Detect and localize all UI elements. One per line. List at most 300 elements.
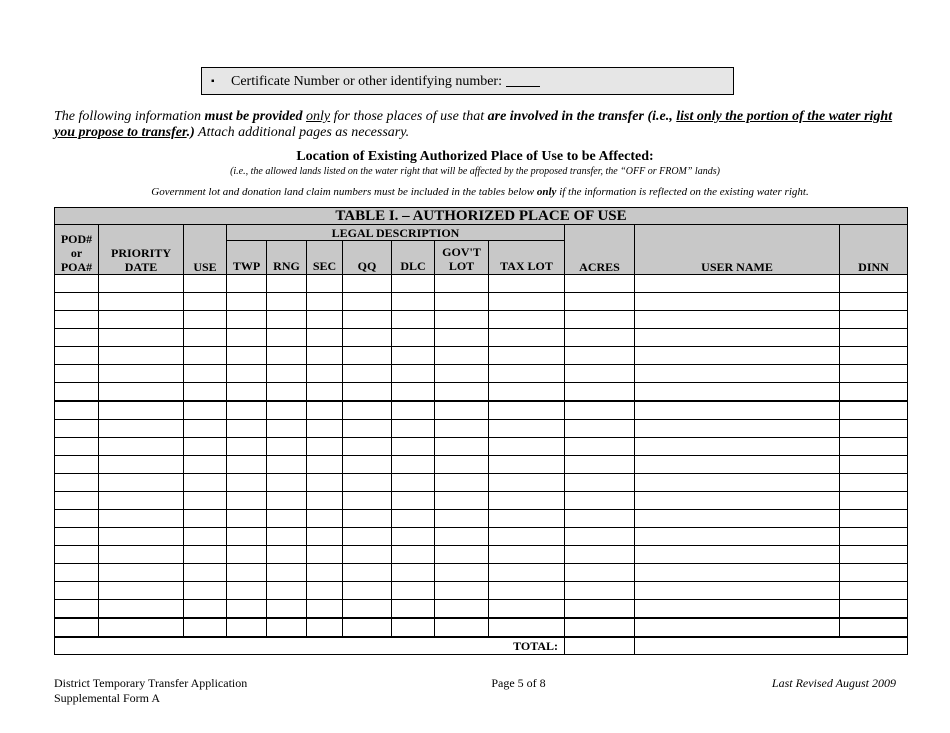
table-cell[interactable]	[565, 347, 635, 365]
table-cell[interactable]	[435, 365, 489, 383]
table-cell[interactable]	[227, 347, 267, 365]
table-cell[interactable]	[343, 618, 392, 637]
table-cell[interactable]	[307, 492, 343, 510]
table-cell[interactable]	[635, 618, 840, 637]
table-cell[interactable]	[55, 347, 99, 365]
table-cell[interactable]	[840, 365, 908, 383]
table-cell[interactable]	[267, 275, 307, 293]
table-cell[interactable]	[99, 329, 184, 347]
col-acres-header: ACRES	[565, 225, 635, 275]
table-cell[interactable]	[267, 510, 307, 528]
table-cell[interactable]	[99, 347, 184, 365]
table-cell[interactable]	[343, 365, 392, 383]
table-cell[interactable]	[840, 347, 908, 365]
table-cell[interactable]	[227, 383, 267, 402]
table-row	[55, 582, 908, 600]
table-cell[interactable]	[635, 311, 840, 329]
table-cell[interactable]	[307, 528, 343, 546]
table-cell[interactable]	[99, 564, 184, 582]
table-cell[interactable]	[435, 311, 489, 329]
table-cell[interactable]	[227, 438, 267, 456]
table-cell[interactable]	[635, 275, 840, 293]
table-cell[interactable]	[267, 546, 307, 564]
table-cell[interactable]	[184, 401, 227, 420]
table-cell[interactable]	[99, 420, 184, 438]
table-cell[interactable]	[435, 546, 489, 564]
table-cell[interactable]	[99, 600, 184, 619]
table-cell[interactable]	[635, 293, 840, 311]
table-cell[interactable]	[227, 492, 267, 510]
table-cell[interactable]	[489, 275, 565, 293]
table-cell[interactable]	[635, 383, 840, 402]
table-cell[interactable]	[565, 293, 635, 311]
table-cell[interactable]	[392, 311, 435, 329]
table-cell[interactable]	[343, 275, 392, 293]
table-cell[interactable]	[184, 456, 227, 474]
table-cell[interactable]	[267, 293, 307, 311]
table-row	[55, 600, 908, 619]
table-cell[interactable]	[307, 401, 343, 420]
table-cell[interactable]	[635, 564, 840, 582]
table-row	[55, 293, 908, 311]
table-cell[interactable]	[635, 456, 840, 474]
table-cell[interactable]	[489, 492, 565, 510]
table-cell[interactable]	[99, 275, 184, 293]
table-cell[interactable]	[840, 564, 908, 582]
table-cell[interactable]	[227, 564, 267, 582]
table-cell[interactable]	[565, 474, 635, 492]
table-cell[interactable]	[307, 438, 343, 456]
table-cell[interactable]	[184, 365, 227, 383]
table-cell[interactable]	[55, 618, 99, 637]
table-cell[interactable]	[565, 546, 635, 564]
table-cell[interactable]	[489, 528, 565, 546]
table-cell[interactable]	[635, 528, 840, 546]
table-cell[interactable]	[307, 293, 343, 311]
table-cell[interactable]	[55, 456, 99, 474]
table-cell[interactable]	[635, 401, 840, 420]
table-cell[interactable]	[489, 582, 565, 600]
table-cell[interactable]	[227, 311, 267, 329]
table-cell[interactable]	[392, 401, 435, 420]
table-row	[55, 401, 908, 420]
table-cell[interactable]	[55, 492, 99, 510]
table-cell[interactable]	[489, 564, 565, 582]
table-cell[interactable]	[307, 474, 343, 492]
table-cell[interactable]	[489, 347, 565, 365]
table-cell[interactable]	[489, 510, 565, 528]
table-cell[interactable]	[840, 420, 908, 438]
col-sec-header: SEC	[307, 241, 343, 275]
table-cell[interactable]	[55, 365, 99, 383]
table-cell[interactable]	[392, 347, 435, 365]
table-cell[interactable]	[343, 582, 392, 600]
table-cell[interactable]	[343, 293, 392, 311]
table-cell[interactable]	[343, 401, 392, 420]
table-cell[interactable]	[55, 293, 99, 311]
table-cell[interactable]	[840, 474, 908, 492]
table-cell[interactable]	[565, 438, 635, 456]
col-dlc-header: DLC	[392, 241, 435, 275]
table-cell[interactable]	[635, 492, 840, 510]
table-cell[interactable]	[489, 474, 565, 492]
table-cell[interactable]	[840, 438, 908, 456]
table-cell[interactable]	[565, 456, 635, 474]
total-acres-cell[interactable]	[565, 637, 635, 655]
table-cell[interactable]	[635, 438, 840, 456]
certificate-number-field[interactable]	[506, 72, 540, 87]
col-pod-header: POD# or POA#	[55, 225, 99, 275]
table-cell[interactable]	[55, 564, 99, 582]
table-cell[interactable]	[55, 546, 99, 564]
table-cell[interactable]	[307, 564, 343, 582]
table-cell[interactable]	[343, 600, 392, 619]
table-cell[interactable]	[565, 329, 635, 347]
table-cell[interactable]	[99, 474, 184, 492]
total-row	[55, 637, 908, 655]
table-cell[interactable]	[635, 420, 840, 438]
table-cell[interactable]	[307, 347, 343, 365]
table-cell[interactable]	[99, 546, 184, 564]
table-cell[interactable]	[489, 546, 565, 564]
table-cell[interactable]	[227, 546, 267, 564]
bullet-icon: ▪	[211, 76, 215, 87]
table-cell[interactable]	[435, 420, 489, 438]
table-cell[interactable]	[489, 600, 565, 619]
table-cell[interactable]	[635, 474, 840, 492]
table-cell[interactable]	[307, 456, 343, 474]
table-cell[interactable]	[840, 293, 908, 311]
table-cell[interactable]	[343, 564, 392, 582]
table-cell[interactable]	[99, 492, 184, 510]
table-cell[interactable]	[840, 600, 908, 619]
table-cell[interactable]	[392, 365, 435, 383]
table-cell[interactable]	[227, 582, 267, 600]
table-cell[interactable]	[343, 438, 392, 456]
instructions-paragraph: The following information must be provided only for those places of use that are involved in the transfer (i.e., list only the portion of the water right you propose to transfer.) Attach additional pages as necessary.	[54, 109, 893, 140]
total-blank-cell	[635, 637, 908, 655]
table-cell[interactable]	[184, 383, 227, 402]
table-cell[interactable]	[307, 420, 343, 438]
col-tax-lot-header: TAX LOT	[489, 241, 565, 275]
table-cell[interactable]	[184, 311, 227, 329]
table-cell[interactable]	[267, 383, 307, 402]
table-cell[interactable]	[184, 510, 227, 528]
table-cell[interactable]	[435, 528, 489, 546]
table-cell[interactable]	[227, 420, 267, 438]
table-cell[interactable]	[392, 383, 435, 402]
table-cell[interactable]	[565, 564, 635, 582]
col-qq-header: QQ	[343, 241, 392, 275]
table-cell[interactable]	[55, 401, 99, 420]
table-cell[interactable]	[565, 365, 635, 383]
table-cell[interactable]	[635, 347, 840, 365]
table-cell[interactable]	[99, 456, 184, 474]
table-cell[interactable]	[392, 546, 435, 564]
table-cell[interactable]	[184, 438, 227, 456]
place-of-use-table	[54, 207, 908, 655]
table-cell[interactable]	[227, 365, 267, 383]
table-cell[interactable]	[840, 401, 908, 420]
table-cell[interactable]	[267, 401, 307, 420]
location-subtitle: (i.e., the allowed lands listed on the water right that will be affected by the proposed transfer, the “OFF or FROM” lands)	[230, 166, 720, 177]
table-cell[interactable]	[343, 420, 392, 438]
table-cell[interactable]	[55, 420, 99, 438]
table-cell[interactable]	[392, 618, 435, 637]
table-cell[interactable]	[184, 347, 227, 365]
table-cell[interactable]	[184, 474, 227, 492]
table-cell[interactable]	[435, 474, 489, 492]
table-row	[55, 420, 908, 438]
table-cell[interactable]	[392, 474, 435, 492]
table-cell[interactable]	[343, 546, 392, 564]
table-cell[interactable]	[267, 347, 307, 365]
table-cell[interactable]	[840, 383, 908, 402]
table-cell[interactable]	[184, 582, 227, 600]
table-cell[interactable]	[227, 600, 267, 619]
table-cell[interactable]	[565, 600, 635, 619]
footer-revision: Last Revised August 2009	[771, 676, 896, 690]
table-cell[interactable]	[565, 492, 635, 510]
table-cell[interactable]	[489, 293, 565, 311]
table-cell[interactable]	[227, 528, 267, 546]
table-cell[interactable]	[392, 528, 435, 546]
table-cell[interactable]	[565, 420, 635, 438]
table-cell[interactable]	[565, 383, 635, 402]
table-cell[interactable]	[840, 275, 908, 293]
table-cell[interactable]	[489, 401, 565, 420]
table-cell[interactable]	[840, 582, 908, 600]
table-cell[interactable]	[307, 275, 343, 293]
table-cell[interactable]	[840, 329, 908, 347]
table-cell[interactable]	[435, 564, 489, 582]
table-cell[interactable]	[343, 347, 392, 365]
table-cell[interactable]	[99, 510, 184, 528]
table-cell[interactable]	[55, 311, 99, 329]
col-priority-header: PRIORITY DATE	[99, 225, 184, 275]
table-cell[interactable]	[55, 438, 99, 456]
table-cell[interactable]	[840, 546, 908, 564]
table-cell[interactable]	[184, 329, 227, 347]
table-cell[interactable]	[489, 365, 565, 383]
table-cell[interactable]	[55, 329, 99, 347]
table-cell[interactable]	[267, 329, 307, 347]
table-cell[interactable]	[392, 293, 435, 311]
table-cell[interactable]	[392, 564, 435, 582]
table-cell[interactable]	[435, 293, 489, 311]
table-cell[interactable]	[55, 275, 99, 293]
table-cell[interactable]	[489, 438, 565, 456]
table-cell[interactable]	[227, 618, 267, 637]
table-cell[interactable]	[99, 401, 184, 420]
table-cell[interactable]	[565, 510, 635, 528]
table-cell[interactable]	[565, 401, 635, 420]
table-cell[interactable]	[267, 365, 307, 383]
table-cell[interactable]	[55, 383, 99, 402]
table-cell[interactable]	[184, 546, 227, 564]
table-cell[interactable]	[392, 600, 435, 619]
table-cell[interactable]	[435, 456, 489, 474]
table-cell[interactable]	[307, 311, 343, 329]
table-cell[interactable]	[184, 618, 227, 637]
table-cell[interactable]	[435, 275, 489, 293]
place-of-use-table-wrapper	[54, 207, 907, 655]
table-cell[interactable]	[227, 275, 267, 293]
location-title: Location of Existing Authorized Place of Use to be Affected:	[296, 149, 654, 164]
table-row	[55, 546, 908, 564]
table-cell[interactable]	[840, 456, 908, 474]
table-cell[interactable]	[55, 474, 99, 492]
table-cell[interactable]	[435, 492, 489, 510]
table-cell[interactable]	[99, 582, 184, 600]
table-cell[interactable]	[307, 383, 343, 402]
table-cell[interactable]	[435, 618, 489, 637]
table-cell[interactable]	[184, 492, 227, 510]
government-lot-note: Government lot and donation land claim numbers must be included in the tables below only if the information is reflected on the existing water right.	[151, 186, 809, 198]
table-cell[interactable]	[635, 329, 840, 347]
table-cell[interactable]	[565, 582, 635, 600]
table-cell[interactable]	[307, 618, 343, 637]
table-cell[interactable]	[267, 528, 307, 546]
col-twp-header: TWP	[227, 241, 267, 275]
table-row	[55, 347, 908, 365]
table-cell[interactable]	[392, 438, 435, 456]
table-cell[interactable]	[489, 456, 565, 474]
table-cell[interactable]	[635, 510, 840, 528]
table-cell[interactable]	[565, 311, 635, 329]
table-cell[interactable]	[343, 311, 392, 329]
table-cell[interactable]	[343, 329, 392, 347]
table-cell[interactable]	[840, 528, 908, 546]
table-cell[interactable]	[840, 492, 908, 510]
table-cell[interactable]	[489, 420, 565, 438]
table-cell[interactable]	[489, 383, 565, 402]
legal-description-header: LEGAL DESCRIPTION	[227, 225, 565, 241]
table-cell[interactable]	[184, 600, 227, 619]
table-cell[interactable]	[392, 510, 435, 528]
table-cell[interactable]	[307, 546, 343, 564]
table-cell[interactable]	[267, 492, 307, 510]
table-cell[interactable]	[489, 329, 565, 347]
table-cell[interactable]	[435, 600, 489, 619]
table-row	[55, 474, 908, 492]
table-cell[interactable]	[227, 510, 267, 528]
table-cell[interactable]	[635, 582, 840, 600]
table-cell[interactable]	[489, 311, 565, 329]
table-cell[interactable]	[435, 401, 489, 420]
table-cell[interactable]	[343, 474, 392, 492]
table-row	[55, 329, 908, 347]
table-row	[55, 564, 908, 582]
table-cell[interactable]	[227, 456, 267, 474]
table-cell[interactable]	[435, 383, 489, 402]
table-cell[interactable]	[184, 293, 227, 311]
table-cell[interactable]	[99, 311, 184, 329]
table-row	[55, 528, 908, 546]
table-cell[interactable]	[267, 564, 307, 582]
table-cell[interactable]	[343, 383, 392, 402]
table-cell[interactable]	[227, 474, 267, 492]
table-cell[interactable]	[267, 420, 307, 438]
table-cell[interactable]	[267, 474, 307, 492]
table-cell[interactable]	[307, 600, 343, 619]
certificate-label: Certificate Number or other identifying number:	[231, 68, 540, 96]
table-cell[interactable]	[184, 420, 227, 438]
table-cell[interactable]	[227, 293, 267, 311]
table-title: TABLE I. – AUTHORIZED PLACE OF USE	[55, 208, 908, 225]
table-cell[interactable]	[99, 528, 184, 546]
table-cell[interactable]	[343, 456, 392, 474]
table-cell[interactable]	[99, 438, 184, 456]
table-cell[interactable]	[267, 456, 307, 474]
table-cell[interactable]	[435, 347, 489, 365]
table-cell[interactable]	[99, 383, 184, 402]
table-cell[interactable]	[99, 618, 184, 637]
table-cell[interactable]	[840, 311, 908, 329]
table-cell[interactable]	[267, 618, 307, 637]
table-cell[interactable]	[635, 365, 840, 383]
table-cell[interactable]	[392, 275, 435, 293]
table-cell[interactable]	[435, 438, 489, 456]
table-cell[interactable]	[307, 582, 343, 600]
table-row	[55, 456, 908, 474]
table-cell[interactable]	[55, 600, 99, 619]
table-cell[interactable]	[840, 510, 908, 528]
certificate-box	[201, 67, 734, 95]
table-cell[interactable]	[565, 275, 635, 293]
table-cell[interactable]	[267, 311, 307, 329]
table-cell[interactable]	[343, 492, 392, 510]
table-cell[interactable]	[227, 329, 267, 347]
table-cell[interactable]	[392, 492, 435, 510]
table-cell[interactable]	[435, 329, 489, 347]
table-cell[interactable]	[184, 275, 227, 293]
table-cell[interactable]	[55, 528, 99, 546]
table-cell[interactable]	[307, 510, 343, 528]
table-cell[interactable]	[565, 528, 635, 546]
table-cell[interactable]	[267, 438, 307, 456]
table-cell[interactable]	[55, 510, 99, 528]
table-cell[interactable]	[840, 618, 908, 637]
table-cell[interactable]	[99, 365, 184, 383]
table-cell[interactable]	[435, 582, 489, 600]
table-row	[55, 510, 908, 528]
table-cell[interactable]	[267, 582, 307, 600]
table-cell[interactable]	[635, 600, 840, 619]
table-cell[interactable]	[55, 582, 99, 600]
table-row	[55, 275, 908, 293]
table-cell[interactable]	[99, 293, 184, 311]
table-cell[interactable]	[343, 528, 392, 546]
table-cell[interactable]	[184, 564, 227, 582]
table-cell[interactable]	[267, 600, 307, 619]
table-cell[interactable]	[227, 401, 267, 420]
table-row	[55, 365, 908, 383]
table-cell[interactable]	[184, 528, 227, 546]
table-cell[interactable]	[392, 420, 435, 438]
table-cell[interactable]	[307, 365, 343, 383]
table-row	[55, 618, 908, 637]
table-cell[interactable]	[489, 618, 565, 637]
table-cell[interactable]	[635, 546, 840, 564]
table-cell[interactable]	[392, 582, 435, 600]
table-cell[interactable]	[307, 329, 343, 347]
table-cell[interactable]	[435, 510, 489, 528]
table-cell[interactable]	[565, 618, 635, 637]
table-cell[interactable]	[343, 510, 392, 528]
table-cell[interactable]	[392, 329, 435, 347]
table-cell[interactable]	[392, 456, 435, 474]
